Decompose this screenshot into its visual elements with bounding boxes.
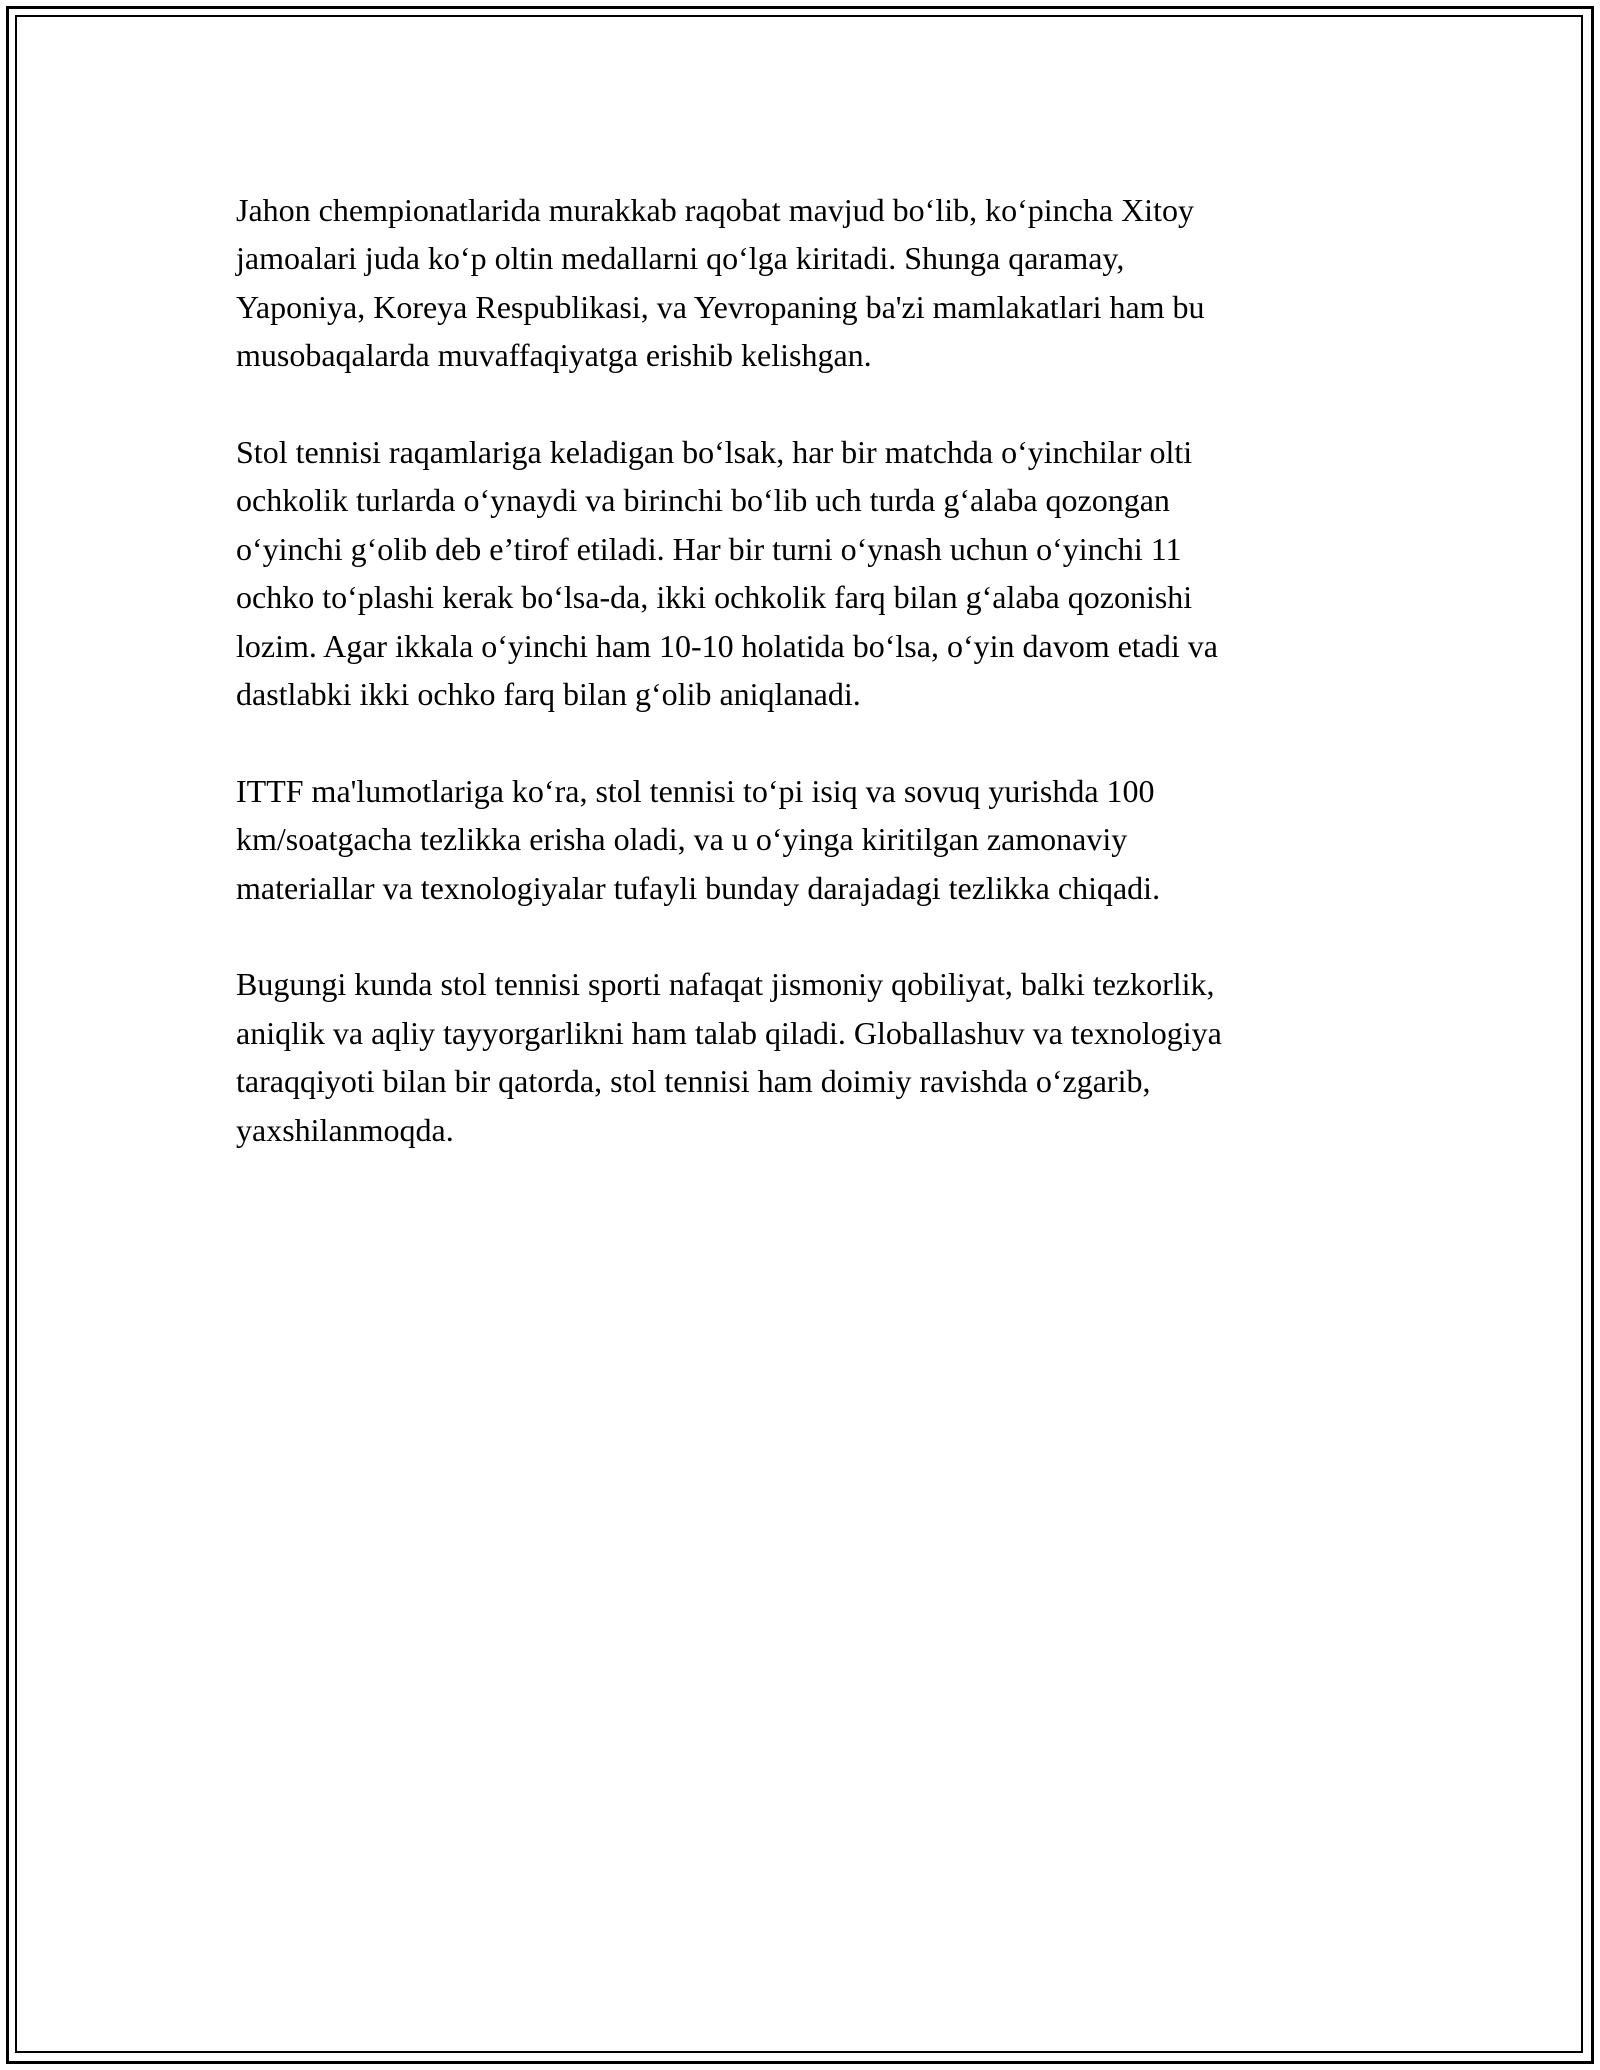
text-line: musobaqalarda muvaffaqiyatga erishib kelishgan. [236, 337, 872, 374]
text-line: taraqqiyoti bilan bir qatorda, stol tennisi ham doimiy ravishda o‘zgarib, [236, 1063, 1151, 1100]
text-line: ochkolik turlarda o‘ynaydi va birinchi bo‘lib uch turda g‘alaba qozongan [236, 482, 1170, 519]
text-line: Stol tennisi raqamlariga keladigan bo‘lsak, har bir matchda o‘yinchilar olti [236, 434, 1193, 471]
paragraph-modern-sport [236, 960, 1386, 1154]
text-line: ITTF ma'lumotlariga ko‘ra, stol tennisi to‘pi isiq va sovuq yurishda 100 [236, 772, 1155, 809]
paragraph-world-championships [236, 186, 1386, 380]
text-line: Jahon chempionatlarida murakkab raqobat mavjud bo‘lib, ko‘pincha Xitoy [236, 192, 1194, 228]
document-body [236, 186, 1386, 1154]
text-line: Yaponiya, Koreya Respublikasi, va Yevropaning ba'zi mamlakatlari ham bu [236, 288, 1205, 325]
text-line: o‘yinchi g‘olib deb e’tirof etiladi. Har bir turni o‘ynash uchun o‘yinchi 11 [236, 530, 1182, 567]
text-line: ochko to‘plashi kerak bo‘lsa-da, ikki ochkolik farq bilan g‘alaba qozonishi [236, 579, 1193, 616]
text-line: aniqlik va aqliy tayyorgarlikni ham talab qiladi. Globallashuv va texnologiya [236, 1014, 1222, 1051]
text-line: materiallar va texnologiyalar tufayli bunday darajadagi tezlikka chiqadi. [236, 869, 1161, 906]
text-line: lozim. Agar ikkala o‘yinchi ham 10-10 holatida bo‘lsa, o‘yin davom etadi va [236, 627, 1218, 664]
text-line: jamoalari juda ko‘p oltin medallarni qo‘lga kiritadi. Shunga qaramay, [236, 240, 1125, 277]
text-line: km/soatgacha tezlikka erisha oladi, va u o‘yinga kiritilgan zamonaviy [236, 821, 1128, 858]
paragraph-scoring-rules [236, 428, 1386, 718]
paragraph-ball-speed [236, 767, 1386, 912]
text-line: dastlabki ikki ochko farq bilan g‘olib aniqlanadi. [236, 676, 861, 713]
text-line: Bugungi kunda stol tennisi sporti nafaqat jismoniy qobiliyat, balki tezkorlik, [236, 966, 1215, 1003]
text-line: yaxshilanmoqda. [236, 1111, 454, 1148]
